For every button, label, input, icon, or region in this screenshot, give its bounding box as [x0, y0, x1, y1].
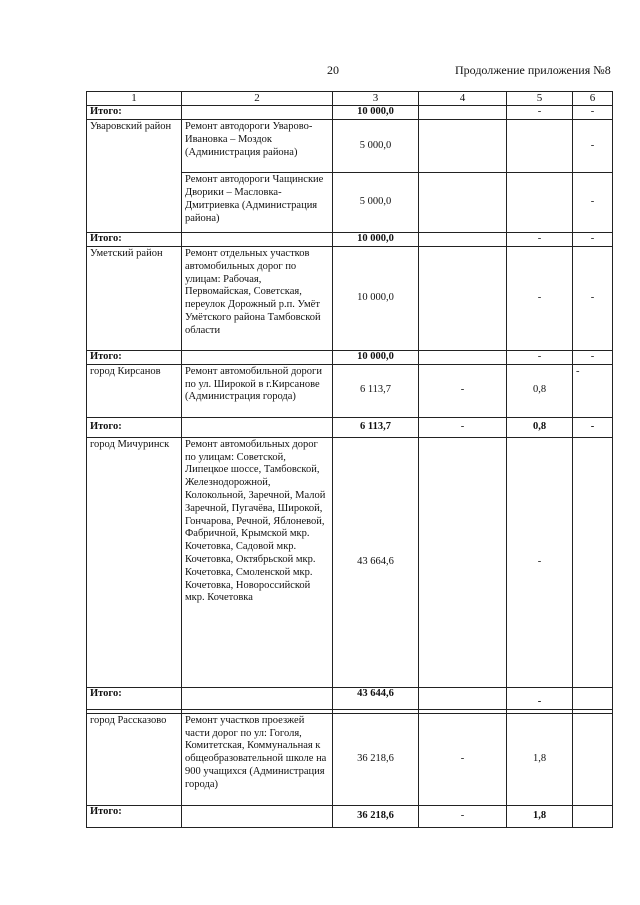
value-cell: - [573, 106, 613, 120]
description-cell: Ремонт автомобильной дороги по ул. Широкой в г.Кирсанове (Администрация города) [182, 364, 333, 417]
total-row [87, 687, 613, 709]
amount-cell: 10 000,0 [333, 351, 419, 365]
value-cell: - [573, 364, 613, 417]
value-cell: - [573, 417, 613, 437]
district-cell: город Мичуринск [87, 437, 182, 687]
value-cell: - [507, 437, 573, 687]
amount-cell: 10 000,0 [333, 247, 419, 351]
column-header: 4 [419, 92, 507, 106]
total-row [87, 106, 613, 120]
description-cell: Ремонт автодороги Чащинские Дворики – Масловка-Дмитриевка (Администрация района) [182, 173, 333, 233]
description-cell: Ремонт автодороги Уварово-Ивановка – Моздок (Администрация района) [182, 120, 333, 173]
row-label: Итого: [87, 106, 182, 120]
value-cell: - [419, 417, 507, 437]
amount-cell: 5 000,0 [333, 173, 419, 233]
amount-cell: 36 218,6 [333, 805, 419, 827]
value-cell: - [573, 120, 613, 173]
value-cell: 0,8 [507, 417, 573, 437]
district-cell: Уваровский район [87, 120, 182, 233]
financing-table [86, 91, 613, 828]
value-cell: 1,8 [507, 805, 573, 827]
description-cell: Ремонт участков проезжей части дорог по ул: Гоголя, Комитетская, Коммунальная к общеобразовательной школе на 900 учащихся (Администрация города) [182, 713, 333, 805]
amount-cell: 5 000,0 [333, 120, 419, 173]
row-label: Итого: [87, 417, 182, 437]
amount-cell: 6 113,7 [333, 417, 419, 437]
appendix-label: Продолжение приложения №8 [455, 63, 611, 77]
table-header-row [87, 92, 613, 106]
value-cell: - [507, 233, 573, 247]
table-row [87, 713, 613, 805]
value-cell: - [419, 805, 507, 827]
value-cell: 0,8 [507, 364, 573, 417]
column-header: 1 [87, 92, 182, 106]
amount-cell: 43 664,6 [333, 437, 419, 687]
value-cell: - [507, 351, 573, 365]
table-row [87, 247, 613, 351]
value-cell: - [573, 173, 613, 233]
table-row [87, 364, 613, 417]
district-cell: Уметский район [87, 247, 182, 351]
column-header: 5 [507, 92, 573, 106]
description-cell: Ремонт отдельных участков автомобильных дорог по улицам: Рабочая, Первомайская, Советская, переулок Дорожный р.п. Умёт Умётского района Тамбовской области [182, 247, 333, 351]
total-row [87, 351, 613, 365]
total-row [87, 233, 613, 247]
district-cell: город Кирсанов [87, 364, 182, 417]
amount-cell: 10 000,0 [333, 233, 419, 247]
value-cell: - [507, 106, 573, 120]
column-header: 2 [182, 92, 333, 106]
value-cell: - [573, 351, 613, 365]
district-cell: город Рассказово [87, 713, 182, 805]
row-label: Итого: [87, 351, 182, 365]
row-label: Итого: [87, 805, 182, 827]
total-row [87, 805, 613, 827]
amount-cell: 43 644,6 [333, 687, 419, 709]
value-cell: 1,8 [507, 713, 573, 805]
row-label: Итого: [87, 233, 182, 247]
value-cell: - [573, 247, 613, 351]
amount-cell: 6 113,7 [333, 364, 419, 417]
value-cell: - [419, 713, 507, 805]
description-cell: Ремонт автомобильных дорог по улицам: Советской, Липецкое шоссе, Тамбовской, Железнодорожной, Колокольной, Заречной, Малой Заречной, Пугачёва, Широкой, Гончарова, Речной, Яблоневой, Фабричной, Крымской мкр. Кочетовка, Садовой мкр. Кочетовка, Октябрьской мкр. Кочетовка, Смоленской мкр. Кочетовка, Новороссийской мкр. Кочетовка [182, 437, 333, 687]
amount-cell: 10 000,0 [333, 106, 419, 120]
value-cell: - [573, 233, 613, 247]
amount-cell: 36 218,6 [333, 713, 419, 805]
row-label: Итого: [87, 687, 182, 709]
column-header: 3 [333, 92, 419, 106]
table-row [87, 437, 613, 687]
page-number: 20 [327, 63, 339, 77]
value-cell: - [507, 687, 573, 709]
value-cell: - [419, 364, 507, 417]
table-row [87, 120, 613, 173]
value-cell: - [507, 247, 573, 351]
column-header: 6 [573, 92, 613, 106]
total-row [87, 417, 613, 437]
